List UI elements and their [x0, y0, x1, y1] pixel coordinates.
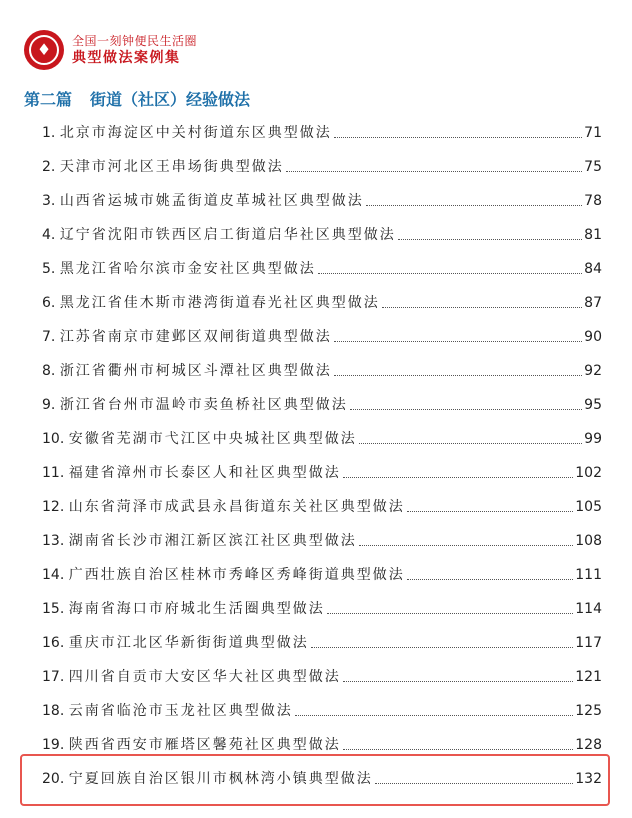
toc-entry-number: 15. [42, 601, 65, 617]
toc-leader-dots [398, 238, 582, 240]
toc-entry-title: 浙江省台州市温岭市卖鱼桥社区典型做法 [59, 397, 348, 413]
toc-entry[interactable] [42, 592, 602, 626]
toc-leader-dots [343, 748, 574, 750]
toc-entry[interactable] [42, 320, 602, 354]
toc-entry-number: 20. [42, 771, 65, 787]
toc-leader-dots [343, 476, 574, 478]
toc-entry[interactable] [42, 626, 602, 660]
toc-entry-number: 14. [42, 567, 65, 583]
chapter-heading [24, 88, 250, 112]
chapter-title: 街道（社区）经验做法 [90, 90, 251, 109]
toc-entry-page: 105 [575, 499, 602, 515]
toc-leader-dots [359, 442, 582, 444]
toc-entry[interactable] [42, 422, 602, 456]
toc-entry-title: 山西省运城市姚孟街道皮革城社区典型做法 [59, 193, 364, 209]
toc-entry-page: 125 [575, 703, 602, 719]
toc-entry-page: 132 [575, 771, 602, 787]
toc-entry-number: 5. [42, 261, 56, 277]
toc-entry[interactable] [42, 388, 602, 422]
toc-entry-number: 1. [42, 125, 56, 141]
toc-entry-title: 浙江省衢州市柯城区斗潭社区典型做法 [59, 363, 332, 379]
toc-entry[interactable] [42, 252, 602, 286]
header-subtitle: 全国一刻钟便民生活圈 [72, 34, 198, 48]
toc-entry[interactable] [42, 354, 602, 388]
toc-entry[interactable] [42, 150, 602, 184]
toc-entry-page: 87 [584, 295, 602, 311]
toc-leader-dots [327, 612, 574, 614]
toc-entry-title: 云南省临沧市玉龙社区典型做法 [68, 703, 293, 719]
toc-leader-dots [350, 408, 582, 410]
toc-entry-page: 108 [575, 533, 602, 549]
toc-entry-number: 2. [42, 159, 56, 175]
toc-entry-title: 天津市河北区王串场街典型做法 [59, 159, 284, 175]
table-of-contents [42, 116, 602, 796]
red-circle-seal-icon [24, 30, 64, 70]
toc-leader-dots [334, 136, 582, 138]
toc-entry[interactable] [42, 184, 602, 218]
toc-leader-dots [382, 306, 582, 308]
toc-entry-number: 10. [42, 431, 65, 447]
toc-entry-title: 福建省漳州市长泰区人和社区典型做法 [68, 465, 341, 481]
toc-entry-title: 辽宁省沈阳市铁西区启工街道启华社区典型做法 [59, 227, 396, 243]
toc-entry-page: 95 [584, 397, 602, 413]
toc-entry-number: 7. [42, 329, 56, 345]
toc-entry-title: 陕西省西安市雁塔区馨苑社区典型做法 [68, 737, 341, 753]
toc-leader-dots [286, 170, 582, 172]
toc-leader-dots [334, 374, 582, 376]
toc-entry-title: 黑龙江省哈尔滨市金安社区典型做法 [59, 261, 316, 277]
toc-entry-title: 重庆市江北区华新街街道典型做法 [68, 635, 309, 651]
toc-leader-dots [359, 544, 574, 546]
toc-entry-number: 8. [42, 363, 56, 379]
toc-leader-dots [407, 510, 574, 512]
toc-entry-page: 121 [575, 669, 602, 685]
toc-entry-number: 11. [42, 465, 65, 481]
toc-entry-title: 广西壮族自治区桂林市秀峰区秀峰街道典型做法 [68, 567, 405, 583]
toc-entry-page: 81 [584, 227, 602, 243]
toc-entry-title: 宁夏回族自治区银川市枫林湾小镇典型做法 [68, 771, 373, 787]
toc-entry-title: 湖南省长沙市湘江新区滨江社区典型做法 [68, 533, 357, 549]
toc-entry-number: 16. [42, 635, 65, 651]
document-header [24, 28, 197, 72]
toc-entry-page: 92 [584, 363, 602, 379]
toc-entry-page: 111 [575, 567, 602, 583]
toc-entry-page: 114 [575, 601, 602, 617]
toc-leader-dots [366, 204, 582, 206]
toc-entry-number: 13. [42, 533, 65, 549]
toc-entry[interactable] [42, 558, 602, 592]
toc-leader-dots [343, 680, 574, 682]
toc-entry[interactable] [42, 116, 602, 150]
toc-entry[interactable] [42, 218, 602, 252]
toc-entry[interactable] [42, 490, 602, 524]
toc-entry-page: 128 [575, 737, 602, 753]
toc-entry[interactable] [42, 694, 602, 728]
toc-leader-dots [295, 714, 574, 716]
toc-leader-dots [311, 646, 574, 648]
toc-entry-title: 四川省自贡市大安区华大社区典型做法 [68, 669, 341, 685]
toc-entry-page: 102 [575, 465, 602, 481]
toc-entry-number: 19. [42, 737, 65, 753]
toc-entry-page: 90 [584, 329, 602, 345]
toc-entry-number: 18. [42, 703, 65, 719]
toc-leader-dots [318, 272, 582, 274]
logo-mark: ♦ [36, 40, 52, 59]
toc-entry-title: 安徽省芜湖市弋江区中央城社区典型做法 [68, 431, 357, 447]
chapter-part: 第二篇 [24, 90, 73, 109]
toc-entry-number: 12. [42, 499, 65, 515]
toc-entry-number: 3. [42, 193, 56, 209]
toc-leader-dots [407, 578, 574, 580]
toc-entry[interactable] [42, 286, 602, 320]
toc-entry-title: 江苏省南京市建邺区双闸街道典型做法 [59, 329, 332, 345]
toc-entry-page: 84 [584, 261, 602, 277]
toc-entry-page: 99 [584, 431, 602, 447]
toc-entry-page: 117 [575, 635, 602, 651]
toc-entry[interactable] [42, 456, 602, 490]
toc-entry-page: 75 [584, 159, 602, 175]
toc-entry-title: 山东省菏泽市成武县永昌街道东关社区典型做法 [68, 499, 405, 515]
toc-entry-title: 黑龙江省佳木斯市港湾街道春光社区典型做法 [59, 295, 380, 311]
toc-entry[interactable] [42, 660, 602, 694]
toc-entry-number: 17. [42, 669, 65, 685]
header-title: 典型做法案例集 [72, 50, 181, 66]
toc-entry-number: 4. [42, 227, 56, 243]
toc-leader-dots [334, 340, 582, 342]
toc-entry-page: 78 [584, 193, 602, 209]
header-text [72, 33, 197, 67]
toc-entry-title: 北京市海淀区中关村街道东区典型做法 [59, 125, 332, 141]
toc-entry-page: 71 [584, 125, 602, 141]
toc-entry-title: 海南省海口市府城北生活圈典型做法 [68, 601, 325, 617]
toc-entry-number: 9. [42, 397, 56, 413]
toc-entry-number: 6. [42, 295, 56, 311]
toc-entry[interactable] [42, 524, 602, 558]
highlight-box [20, 754, 610, 806]
